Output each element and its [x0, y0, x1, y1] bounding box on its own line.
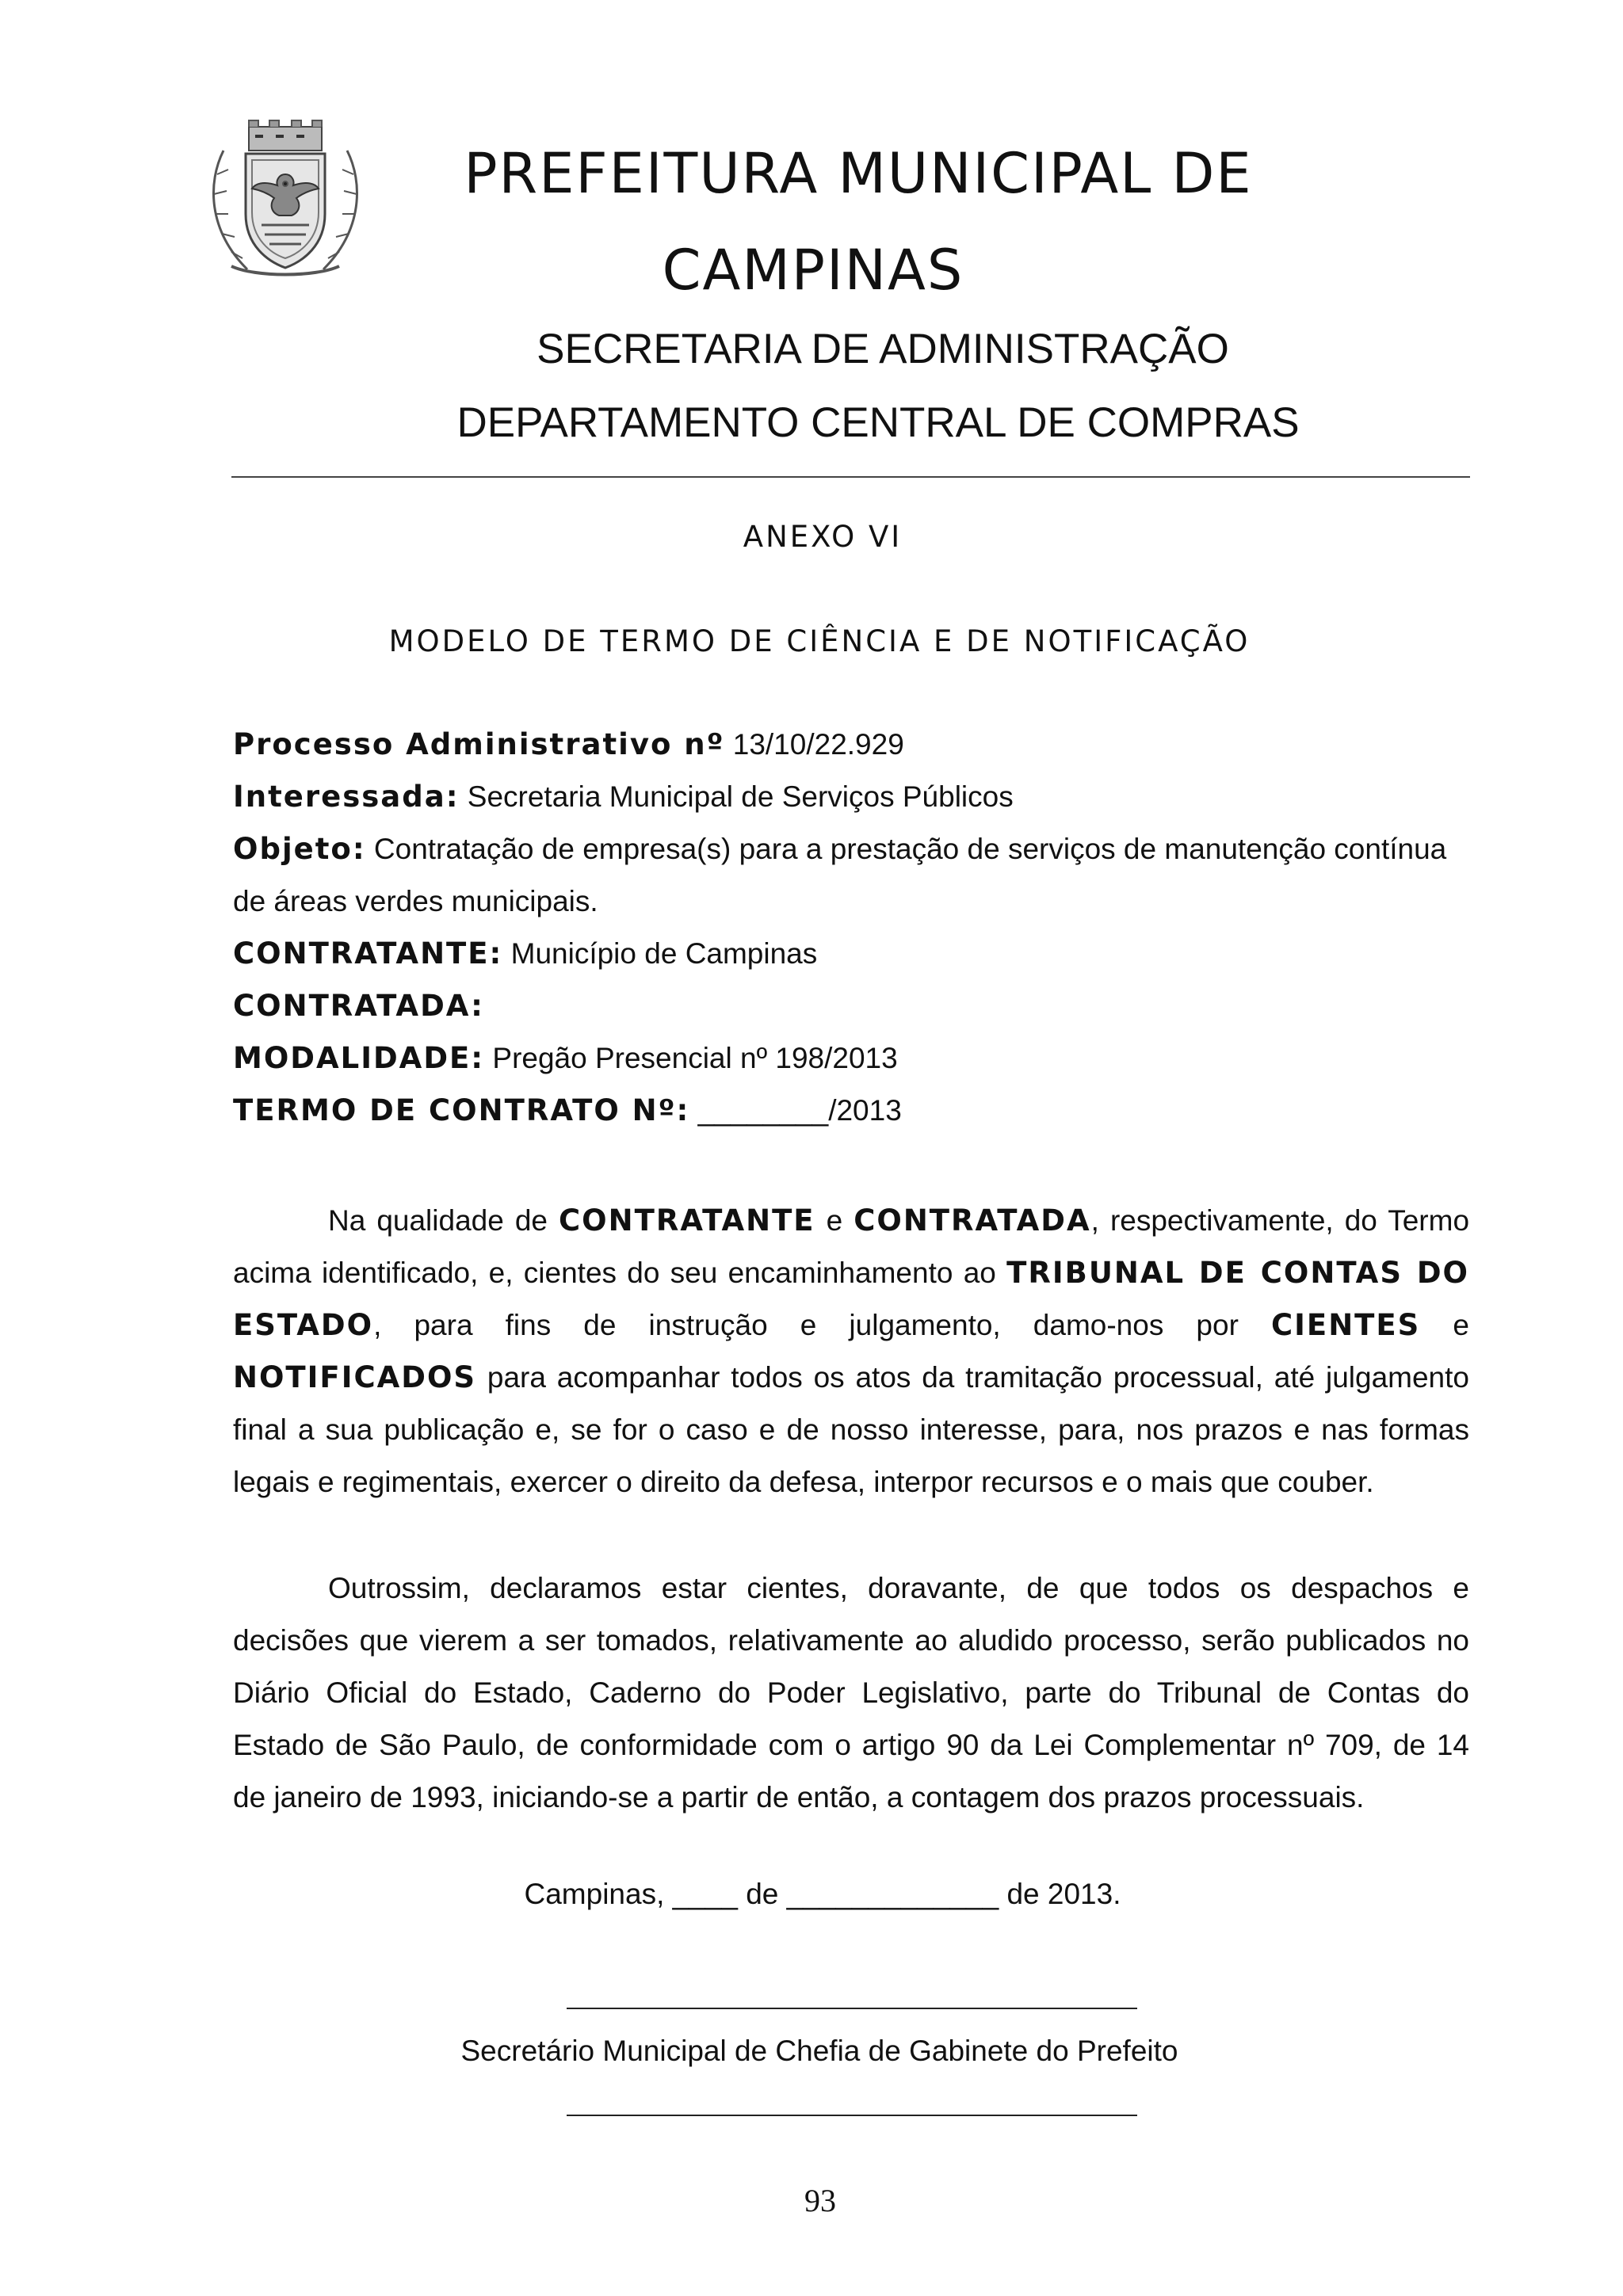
p1-text: e	[1453, 1309, 1469, 1341]
paragraph-1-line-1	[328, 1195, 1469, 1247]
paragraph-2-line-2: decisões que vierem a ser tomados, relativamente ao aludido processo, serão publicados no	[233, 1624, 1469, 1657]
processo-label: Processo Administrativo nº	[233, 727, 725, 761]
p1-cientes-bold: CIENTES	[1271, 1308, 1421, 1342]
p1-text: , para fins de instrução e julgamento, damo-nos por	[373, 1309, 1239, 1341]
document-title: MODELO DE TERMO DE CIÊNCIA E DE NOTIFICAÇÃO	[388, 624, 1251, 658]
paragraph-2-line-4: Estado de São Paulo, de conformidade com o artigo 90 da Lei Complementar nº 709, de 14	[233, 1729, 1469, 1761]
p1-text: acima identificado, e, cientes do seu encaminhamento ao	[233, 1257, 996, 1289]
termo-value: ________/2013	[697, 1094, 902, 1127]
interessada-value: Secretaria Municipal de Serviços Públicos	[467, 780, 1014, 813]
modalidade-row	[233, 1032, 1469, 1085]
p1-text: Na qualidade de	[328, 1204, 548, 1237]
interessada-label: Interessada:	[233, 780, 460, 814]
secretariat-name: SECRETARIA DE ADMINISTRAÇÃO	[537, 326, 1229, 372]
p1-text: e	[826, 1204, 843, 1237]
modalidade-value: Pregão Presencial nº 198/2013	[492, 1042, 898, 1074]
contratante-value: Município de Campinas	[510, 937, 818, 970]
date-line: Campinas, ____ de _____________ de 2013.	[524, 1878, 1121, 1910]
signature-line-bottom	[567, 2115, 1137, 2116]
p1-contratante-bold: CONTRATANTE	[559, 1203, 815, 1238]
header-divider	[231, 476, 1470, 478]
p1-text: , respectivamente, do Termo	[1090, 1204, 1469, 1237]
objeto-label: Objeto:	[233, 832, 366, 866]
paragraph-1-line-6: legais e regimentais, exercer o direito da defesa, interpor recursos e o mais que couber.	[233, 1466, 1374, 1498]
annex-title: ANEXO VI	[743, 520, 903, 554]
paragraph-1-line-5: final a sua publicação e, se for o caso e de nosso interesse, para, nos prazos e nas formas	[233, 1413, 1469, 1446]
processo-value: 13/10/22.929	[732, 728, 904, 761]
termo-row	[233, 1085, 1469, 1137]
p1-text: para acompanhar todos os atos da tramitação processual, até julgamento	[487, 1361, 1469, 1394]
paragraph-1-line-4	[233, 1352, 1469, 1404]
paragraph-2-line-3: Diário Oficial do Estado, Caderno do Poder Legislativo, parte do Tribunal de Contas do	[233, 1676, 1469, 1709]
signature-line-top	[567, 2008, 1137, 2009]
objeto-continuation-row	[233, 875, 1469, 928]
processo-row	[233, 719, 1469, 771]
signature-caption: Secretário Municipal de Chefia de Gabinete do Prefeito	[460, 2035, 1178, 2067]
paragraph-2-line-5: de janeiro de 1993, iniciando-se a partir de então, a contagem dos prazos processuais.	[233, 1781, 1365, 1814]
p1-contratada-bold: CONTRATADA	[854, 1203, 1091, 1238]
objeto-value-line-2: de áreas verdes municipais.	[233, 885, 598, 917]
termo-label: TERMO DE CONTRATO Nº:	[233, 1093, 690, 1127]
paragraph-1-line-3	[233, 1299, 1469, 1352]
modalidade-label: MODALIDADE:	[233, 1041, 485, 1075]
department-name: DEPARTAMENTO CENTRAL DE COMPRAS	[456, 399, 1300, 446]
p1-notificados-bold: NOTIFICADOS	[233, 1360, 477, 1394]
contratante-row	[233, 928, 1469, 980]
p1-estado-bold: ESTADO	[233, 1308, 374, 1342]
paragraph-2-line-1: Outrossim, declaramos estar cientes, doravante, de que todos os despachos e	[328, 1572, 1469, 1604]
page-number: 93	[804, 2183, 836, 2218]
objeto-row	[233, 823, 1469, 875]
objeto-value-line-1: Contratação de empresa(s) para a prestação de serviços de manutenção contínua	[373, 833, 1447, 865]
contratada-label: CONTRATADA:	[233, 989, 484, 1023]
paragraph-1-line-2	[233, 1247, 1469, 1299]
institution-title-line-2: CAMPINAS	[662, 238, 964, 303]
contratante-label: CONTRATANTE:	[233, 936, 503, 971]
institution-title-line-1: PREFEITURA MUNICIPAL DE	[464, 141, 1253, 206]
p1-tribunal-bold: TRIBUNAL DE CONTAS DO	[1006, 1256, 1469, 1290]
interessada-row	[233, 771, 1469, 823]
contratada-row	[233, 980, 1469, 1032]
